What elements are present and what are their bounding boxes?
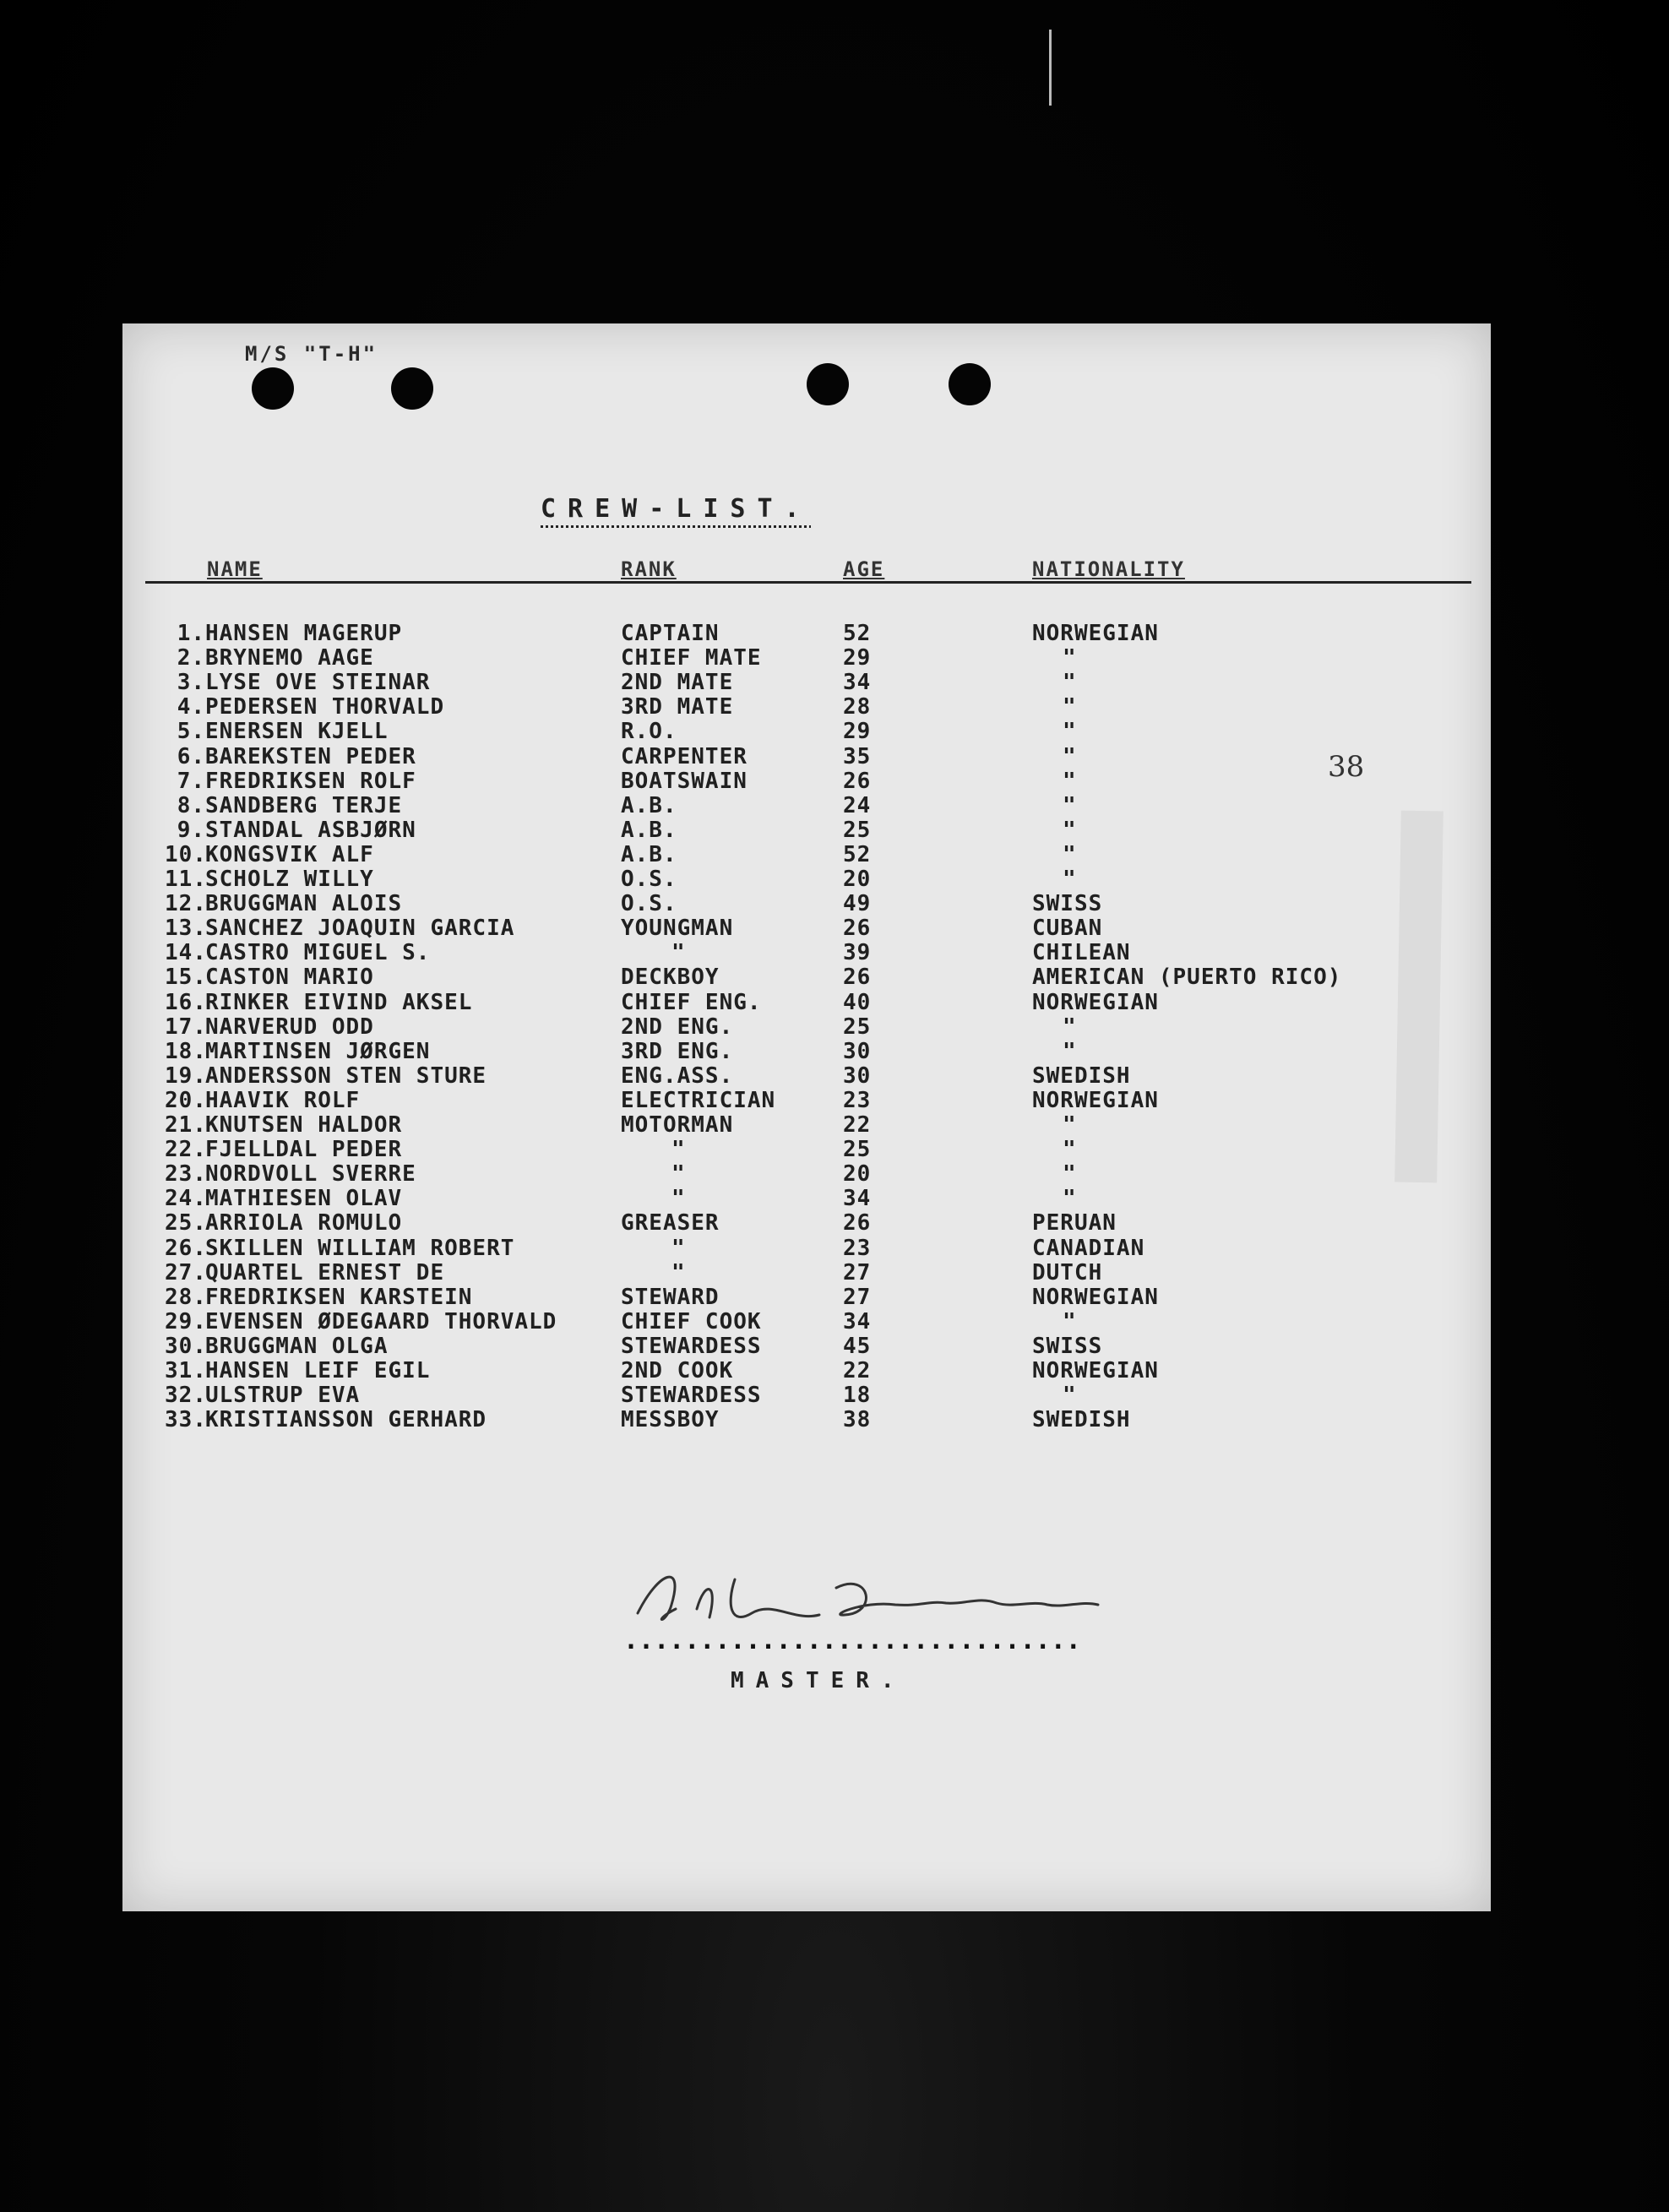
crew-rank: CARPENTER bbox=[621, 743, 748, 769]
crew-row bbox=[0, 1358, 1669, 1383]
crew-nationality: " bbox=[1063, 1186, 1077, 1212]
crew-name: MARTINSEN JØRGEN bbox=[205, 1038, 431, 1064]
crew-age: 34 bbox=[843, 1308, 872, 1334]
column-header-rank: RANK bbox=[621, 557, 677, 581]
crew-name: QUARTEL ERNEST DE bbox=[205, 1259, 445, 1285]
crew-nationality: NORWEGIAN bbox=[1032, 1284, 1159, 1310]
punch-hole-3 bbox=[807, 363, 849, 405]
crew-rank: ELECTRICIAN bbox=[621, 1087, 776, 1113]
crew-number: 25. bbox=[165, 1210, 207, 1236]
crew-nationality: " bbox=[1063, 1014, 1077, 1040]
ship-name: M/S "T-H" bbox=[245, 342, 378, 366]
crew-row bbox=[0, 1063, 1669, 1089]
crew-number: 23. bbox=[165, 1161, 207, 1188]
crew-nationality: NORWEGIAN bbox=[1032, 1087, 1159, 1113]
crew-age: 29 bbox=[843, 719, 872, 745]
crew-age: 27 bbox=[843, 1259, 872, 1285]
crew-age: 34 bbox=[843, 670, 872, 696]
crew-age: 26 bbox=[843, 1210, 872, 1236]
crew-number: 1. bbox=[177, 621, 205, 646]
crew-row bbox=[0, 891, 1669, 916]
crew-age: 22 bbox=[843, 1112, 872, 1138]
crew-name: KONGSVIK ALF bbox=[205, 841, 374, 867]
crew-age: 20 bbox=[843, 867, 872, 892]
crew-rank: ENG.ASS. bbox=[621, 1063, 734, 1089]
crew-age: 52 bbox=[843, 841, 872, 867]
crew-age: 25 bbox=[843, 1137, 872, 1163]
crew-rank: A.B. bbox=[621, 792, 677, 818]
crew-number: 10. bbox=[165, 841, 207, 867]
crew-name: MATHIESEN OLAV bbox=[205, 1186, 403, 1212]
crew-nationality: CANADIAN bbox=[1032, 1235, 1145, 1261]
crew-rank: GREASER bbox=[621, 1210, 720, 1236]
crew-nationality: " bbox=[1063, 645, 1077, 671]
crew-row bbox=[0, 719, 1669, 744]
crew-name: NORDVOLL SVERRE bbox=[205, 1161, 416, 1188]
crew-rank: 2ND ENG. bbox=[621, 1014, 734, 1040]
crew-nationality: " bbox=[1063, 817, 1077, 843]
crew-age: 30 bbox=[843, 1038, 872, 1064]
crew-rank: BOATSWAIN bbox=[621, 768, 748, 794]
crew-row bbox=[0, 818, 1669, 843]
crew-nationality: SWEDISH bbox=[1032, 1063, 1131, 1089]
crew-row bbox=[0, 990, 1669, 1015]
crew-age: 40 bbox=[843, 989, 872, 1015]
crew-nationality: SWISS bbox=[1032, 1333, 1103, 1359]
crew-age: 18 bbox=[843, 1383, 872, 1409]
crew-name: FREDRIKSEN KARSTEIN bbox=[205, 1284, 473, 1310]
crew-rank: A.B. bbox=[621, 841, 677, 867]
crew-number: 3. bbox=[177, 670, 205, 696]
crew-nationality: " bbox=[1063, 1112, 1077, 1138]
crew-rank: STEWARDESS bbox=[621, 1333, 762, 1359]
crew-rank: 3RD MATE bbox=[621, 694, 734, 720]
crew-nationality: " bbox=[1063, 867, 1077, 892]
crew-number: 32. bbox=[165, 1383, 207, 1409]
crew-rank: " bbox=[671, 1259, 686, 1285]
crew-number: 6. bbox=[177, 743, 205, 769]
crew-age: 24 bbox=[843, 792, 872, 818]
crew-age: 39 bbox=[843, 940, 872, 966]
crew-age: 49 bbox=[843, 891, 872, 917]
crew-number: 9. bbox=[177, 817, 205, 843]
crew-rank: MESSBOY bbox=[621, 1407, 720, 1433]
crew-name: BRUGGMAN ALOIS bbox=[205, 891, 403, 917]
crew-number: 21. bbox=[165, 1112, 207, 1138]
crew-number: 11. bbox=[165, 867, 207, 892]
crew-number: 26. bbox=[165, 1235, 207, 1261]
crew-nationality: " bbox=[1063, 792, 1077, 818]
crew-row bbox=[0, 1309, 1669, 1334]
crew-name: LYSE OVE STEINAR bbox=[205, 670, 431, 696]
crew-nationality: NORWEGIAN bbox=[1032, 621, 1159, 646]
crew-age: 52 bbox=[843, 621, 872, 646]
crew-nationality: SWISS bbox=[1032, 891, 1103, 917]
crew-number: 20. bbox=[165, 1087, 207, 1113]
crew-row bbox=[0, 867, 1669, 892]
crew-age: 25 bbox=[843, 817, 872, 843]
crew-row bbox=[0, 694, 1669, 720]
crew-name: CASTON MARIO bbox=[205, 965, 374, 991]
crew-row bbox=[0, 940, 1669, 965]
crew-number: 14. bbox=[165, 940, 207, 966]
crew-name: CASTRO MIGUEL S. bbox=[205, 940, 431, 966]
crew-name: PEDERSEN THORVALD bbox=[205, 694, 445, 720]
crew-number: 7. bbox=[177, 768, 205, 794]
crew-name: ULSTRUP EVA bbox=[205, 1383, 361, 1409]
crew-rank: CAPTAIN bbox=[621, 621, 720, 646]
crew-row bbox=[0, 645, 1669, 671]
crew-age: 26 bbox=[843, 916, 872, 942]
crew-rank: " bbox=[671, 1186, 686, 1212]
crew-rank: 2ND COOK bbox=[621, 1358, 734, 1383]
crew-age: 23 bbox=[843, 1235, 872, 1261]
column-header-age: AGE bbox=[843, 557, 885, 581]
crew-age: 35 bbox=[843, 743, 872, 769]
crew-nationality: " bbox=[1063, 1308, 1077, 1334]
crew-row bbox=[0, 621, 1669, 646]
crew-number: 28. bbox=[165, 1284, 207, 1310]
crew-number: 8. bbox=[177, 792, 205, 818]
crew-nationality: NORWEGIAN bbox=[1032, 1358, 1159, 1383]
crew-row bbox=[0, 1210, 1669, 1236]
column-header-name: NAME bbox=[207, 557, 263, 581]
crew-number: 13. bbox=[165, 916, 207, 942]
signature-label: MASTER. bbox=[731, 1668, 906, 1693]
crew-number: 29. bbox=[165, 1308, 207, 1334]
crew-nationality: DUTCH bbox=[1032, 1259, 1103, 1285]
crew-nationality: " bbox=[1063, 719, 1077, 745]
crew-nationality: " bbox=[1063, 743, 1077, 769]
crew-rank: " bbox=[671, 1137, 686, 1163]
crew-row bbox=[0, 1161, 1669, 1187]
crew-age: 38 bbox=[843, 1407, 872, 1433]
crew-rank: " bbox=[671, 940, 686, 966]
crew-number: 24. bbox=[165, 1186, 207, 1212]
crew-name: FJELLDAL PEDER bbox=[205, 1137, 403, 1163]
crew-row bbox=[0, 793, 1669, 818]
crew-nationality: " bbox=[1063, 1038, 1077, 1064]
crew-row bbox=[0, 769, 1669, 794]
crew-rank: " bbox=[671, 1235, 686, 1261]
crew-rank: CHIEF COOK bbox=[621, 1308, 762, 1334]
crew-row bbox=[0, 1137, 1669, 1162]
crew-rank: R.O. bbox=[621, 719, 677, 745]
crew-rank: CHIEF MATE bbox=[621, 645, 762, 671]
crew-name: SCHOLZ WILLY bbox=[205, 867, 374, 892]
crew-row bbox=[0, 1236, 1669, 1261]
punch-hole-2 bbox=[391, 367, 433, 410]
crew-number: 2. bbox=[177, 645, 205, 671]
crew-rank: YOUNGMAN bbox=[621, 916, 734, 942]
crew-row bbox=[0, 1334, 1669, 1359]
crew-number: 18. bbox=[165, 1038, 207, 1064]
crew-row bbox=[0, 744, 1669, 769]
crew-row bbox=[0, 1383, 1669, 1408]
signature-line: .............................. bbox=[623, 1626, 1081, 1655]
film-scratch bbox=[1049, 30, 1052, 106]
crew-name: NARVERUD ODD bbox=[205, 1014, 374, 1040]
header-rule bbox=[145, 581, 1471, 584]
crew-rank: STEWARDESS bbox=[621, 1383, 762, 1409]
crew-nationality: PERUAN bbox=[1032, 1210, 1117, 1236]
crew-age: 30 bbox=[843, 1063, 872, 1089]
crew-row bbox=[0, 1088, 1669, 1113]
crew-age: 20 bbox=[843, 1161, 872, 1188]
crew-row bbox=[0, 842, 1669, 867]
crew-number: 17. bbox=[165, 1014, 207, 1040]
crew-nationality: NORWEGIAN bbox=[1032, 989, 1159, 1015]
crew-name: KRISTIANSSON GERHARD bbox=[205, 1407, 487, 1433]
crew-name: ARRIOLA ROMULO bbox=[205, 1210, 403, 1236]
crew-age: 45 bbox=[843, 1333, 872, 1359]
crew-nationality: " bbox=[1063, 670, 1077, 696]
crew-age: 27 bbox=[843, 1284, 872, 1310]
crew-rank: CHIEF ENG. bbox=[621, 989, 762, 1015]
crew-age: 26 bbox=[843, 768, 872, 794]
crew-name: BRYNEMO AAGE bbox=[205, 645, 374, 671]
punch-hole-1 bbox=[252, 367, 294, 410]
crew-number: 31. bbox=[165, 1358, 207, 1383]
crew-row bbox=[0, 1112, 1669, 1138]
crew-number: 4. bbox=[177, 694, 205, 720]
crew-name: STANDAL ASBJØRN bbox=[205, 817, 416, 843]
crew-rank: DECKBOY bbox=[621, 965, 720, 991]
crew-name: SKILLEN WILLIAM ROBERT bbox=[205, 1235, 515, 1261]
crew-age: 29 bbox=[843, 645, 872, 671]
crew-row bbox=[0, 1407, 1669, 1432]
crew-name: HAAVIK ROLF bbox=[205, 1087, 361, 1113]
crew-number: 27. bbox=[165, 1259, 207, 1285]
crew-name: EVENSEN ØDEGAARD THORVALD bbox=[205, 1308, 557, 1334]
crew-nationality: SWEDISH bbox=[1032, 1407, 1131, 1433]
crew-name: HANSEN LEIF EGIL bbox=[205, 1358, 431, 1383]
crew-age: 23 bbox=[843, 1087, 872, 1113]
crew-age: 22 bbox=[843, 1358, 872, 1383]
crew-row bbox=[0, 916, 1669, 941]
page-title: CREW-LIST. bbox=[541, 494, 812, 524]
crew-name: RINKER EIVIND AKSEL bbox=[205, 989, 473, 1015]
crew-nationality: CUBAN bbox=[1032, 916, 1103, 942]
crew-number: 33. bbox=[165, 1407, 207, 1433]
crew-nationality: " bbox=[1063, 1383, 1077, 1409]
crew-name: SANCHEZ JOAQUIN GARCIA bbox=[205, 916, 515, 942]
crew-rank: STEWARD bbox=[621, 1284, 720, 1310]
crew-nationality: CHILEAN bbox=[1032, 940, 1131, 966]
crew-name: BAREKSTEN PEDER bbox=[205, 743, 416, 769]
crew-nationality: " bbox=[1063, 1161, 1077, 1188]
crew-row bbox=[0, 1014, 1669, 1040]
crew-rank: A.B. bbox=[621, 817, 677, 843]
crew-nationality: " bbox=[1063, 841, 1077, 867]
crew-name: ANDERSSON STEN STURE bbox=[205, 1063, 487, 1089]
crew-nationality: AMERICAN (PUERTO RICO) bbox=[1032, 965, 1342, 991]
crew-rank: O.S. bbox=[621, 867, 677, 892]
crew-rank: " bbox=[671, 1161, 686, 1188]
crew-rank: 2ND MATE bbox=[621, 670, 734, 696]
crew-number: 22. bbox=[165, 1137, 207, 1163]
crew-age: 28 bbox=[843, 694, 872, 720]
column-header-nationality: NATIONALITY bbox=[1032, 557, 1185, 581]
crew-row bbox=[0, 1285, 1669, 1310]
crew-name: HANSEN MAGERUP bbox=[205, 621, 403, 646]
crew-name: KNUTSEN HALDOR bbox=[205, 1112, 403, 1138]
crew-rank: MOTORMAN bbox=[621, 1112, 734, 1138]
crew-name: BRUGGMAN OLGA bbox=[205, 1333, 389, 1359]
crew-age: 25 bbox=[843, 1014, 872, 1040]
crew-number: 16. bbox=[165, 989, 207, 1015]
crew-nationality: " bbox=[1063, 768, 1077, 794]
crew-name: ENERSEN KJELL bbox=[205, 719, 389, 745]
crew-number: 15. bbox=[165, 965, 207, 991]
crew-rank: O.S. bbox=[621, 891, 677, 917]
crew-row bbox=[0, 670, 1669, 695]
crew-row bbox=[0, 1186, 1669, 1211]
page-number: 38 bbox=[1328, 750, 1365, 784]
crew-row bbox=[0, 1260, 1669, 1285]
crew-number: 12. bbox=[165, 891, 207, 917]
punch-hole-4 bbox=[949, 363, 991, 405]
crew-number: 30. bbox=[165, 1333, 207, 1359]
crew-rank: 3RD ENG. bbox=[621, 1038, 734, 1064]
crew-age: 34 bbox=[843, 1186, 872, 1212]
crew-number: 19. bbox=[165, 1063, 207, 1089]
crew-row bbox=[0, 965, 1669, 990]
crew-age: 26 bbox=[843, 965, 872, 991]
crew-nationality: " bbox=[1063, 694, 1077, 720]
crew-name: FREDRIKSEN ROLF bbox=[205, 768, 416, 794]
crew-row bbox=[0, 1039, 1669, 1064]
crew-number: 5. bbox=[177, 719, 205, 745]
crew-name: SANDBERG TERJE bbox=[205, 792, 403, 818]
crew-nationality: " bbox=[1063, 1137, 1077, 1163]
